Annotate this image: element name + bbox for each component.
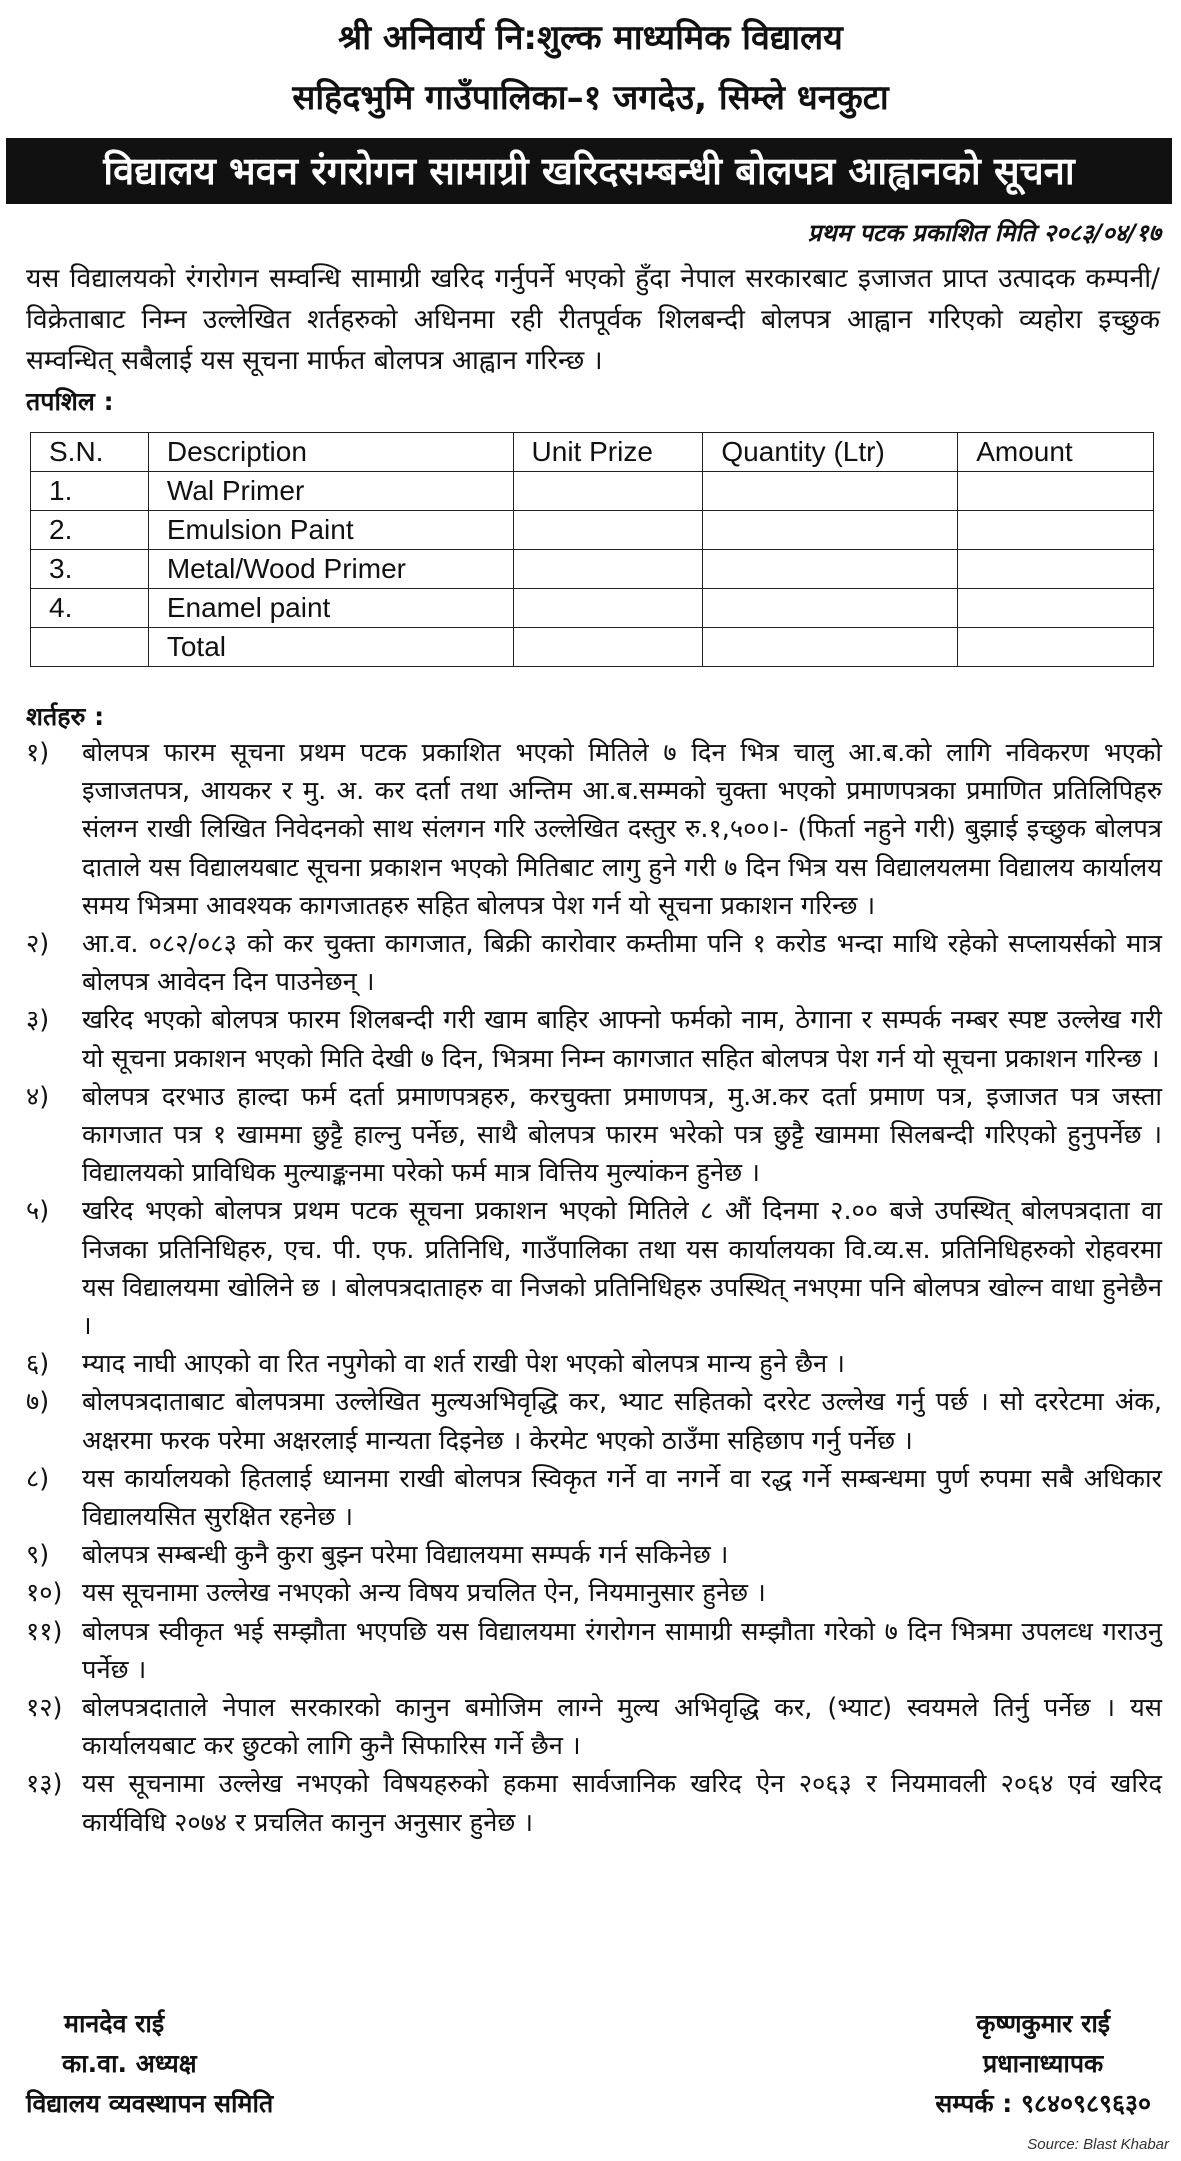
cell-unit-prize: [513, 511, 703, 550]
condition-item: [26, 1574, 1162, 1612]
condition-text: यस सूचनामा उल्लेख नभएको विषयहरुको हकमा सार्वजानिक खरिद ऐन २०६३ र नियमावली २०६४ एवं खरिद कार्यविधि २०७४ र प्रचलित कानुन अनुसार हुनेछ ।: [82, 1769, 1162, 1838]
cell-amount: [958, 550, 1154, 589]
condition-item: [26, 1001, 1162, 1077]
cell-sn: 4.: [31, 589, 149, 628]
cell-amount: [958, 511, 1154, 550]
condition-number: ८): [26, 1463, 50, 1494]
condition-item: [26, 1383, 1162, 1459]
cell-amount: [958, 472, 1154, 511]
condition-text: बोलपत्रदाताले नेपाल सरकारको कानुन बमोजिम लाग्ने मुल्य अभिवृद्धि कर, (भ्याट) स्वयमले तिर्नु पर्नेछ । यस कार्यालयबाट कर छुटको लागि कुनै सिफारिस गर्ने छैन ।: [82, 1693, 1162, 1762]
cell-sn: [31, 628, 149, 667]
signatory-organization: विद्यालय व्यवस्थापन समिति: [26, 2089, 274, 2118]
table-total-row: [31, 628, 1154, 667]
header-quantity: Quantity (Ltr): [703, 433, 958, 472]
condition-text: बोलपत्र स्वीकृत भई सम्झौता भएपछि यस विद्यालयमा रंगरोगन सामाग्री सम्झौता गरेको ७ दिन भित्रमा उपलव्ध गराउनु पर्नेछ ।: [82, 1616, 1162, 1685]
condition-number: ९): [26, 1540, 50, 1571]
table-row: [31, 511, 1154, 550]
cell-unit-prize: [513, 550, 703, 589]
cell-unit-prize: [513, 589, 703, 628]
condition-number: १): [26, 738, 50, 768]
condition-text: यस सूचनामा उल्लेख नभएको अन्य विषय प्रचलित ऐन, नियमानुसार हुनेछ ।: [82, 1578, 766, 1609]
header-unit-prize: Unit Prize: [513, 433, 703, 472]
condition-text: बोलपत्र सम्बन्धी कुनै कुरा बुझ्न परेमा विद्यालयमा सम्पर्क गर्न सकिनेछ ।: [82, 1540, 729, 1571]
items-table: [30, 432, 1154, 667]
cell-description: Emulsion Paint: [148, 511, 513, 550]
condition-number: १०): [26, 1578, 63, 1609]
cell-quantity: [703, 589, 958, 628]
condition-number: १२): [26, 1693, 63, 1724]
condition-item: [26, 1460, 1162, 1536]
condition-number: ७): [26, 1387, 50, 1418]
contact-number: सम्पर्क : ९८४०९८९६३०: [935, 2089, 1151, 2118]
details-label: तपशिल :: [26, 387, 114, 416]
cell-description: Enamel paint: [148, 589, 513, 628]
cell-amount: [958, 589, 1154, 628]
condition-text: यस कार्यालयको हितलाई ध्यानमा राखी बोलपत्र स्विकृत गर्ने वा नगर्ने वा रद्ध गर्ने सम्बन्धमा पुर्ण रुपमा सबै अधिकार विद्यालयसित सुरक्षित रहनेछ ।: [82, 1463, 1162, 1533]
condition-item: [26, 1536, 1162, 1574]
cell-quantity: [703, 550, 958, 589]
signatory-position: का.वा. अध्यक्ष: [62, 2049, 197, 2078]
table-row: [31, 589, 1154, 628]
intro-paragraph: यस विद्यालयको रंगरोगन सम्वन्धि सामाग्री खरिद गर्नुपर्ने भएको हुँदा नेपाल सरकारबाट इजाजत प्राप्त उत्पादक कम्पनी/विक्रेताबाट निम्न उल्लेखित शर्तहरुको अधिनमा रही रीतपूर्वक शिलबन्दी बोलपत्र आह्वान गरिएको व्यहोरा इच्छुक सम्वन्धित् सबैलाई यस सूचना मार्फत बोलपत्र आह्वान गरिन्छ ।: [26, 263, 1160, 376]
condition-number: २): [26, 929, 50, 960]
condition-item: [26, 1689, 1162, 1765]
signatory-name: कृष्णकुमार राई: [976, 2009, 1111, 2038]
condition-number: ११): [26, 1616, 63, 1647]
condition-number: ६): [26, 1349, 50, 1380]
header-sn: S.N.: [31, 433, 149, 472]
condition-text: बोलपत्र फारम सूचना प्रथम पटक प्रकाशित भएको मितिले ७ दिन भित्र चालु आ.ब.को लागि नविकरण भएको इजाजतपत्र, आयकर र मु. अ. कर दर्ता तथा अन्तिम आ.ब.सम्मको चुक्ता भएको प्रमाणपत्रका प्रमाणित प्रतिलिपिहरु संलग्न राखी लिखित निवेदनको साथ संलगन गरि उल्लेखित दस्तुर रु.१,५००।- (फिर्ता नहुने गरी) बुझाई इच्छुक बोलपत्र दाताले यस विद्यालयबाट सूचना प्रकाशन भएको मितिबाट लागु हुने गरी ७ दिन भित्र यस विद्यालयलमा विद्यालय कार्यालय समय भित्रमा आवश्यक कागजातहरु सहित बोलपत्र पेश गर्न यो सूचना प्रकाशन गरिन्छ ।: [82, 738, 1162, 921]
condition-text: खरिद भएको बोलपत्र फारम शिलबन्दी गरी खाम बाहिर आफ्नो फर्मको नाम, ठेगाना र सम्पर्क नम्बर स्पष्ट उल्लेख गरी यो सूचना प्रकाशन भएको मिति देखी ७ दिन, भित्रमा निम्न कागजात सहित बोलपत्र पेश गर्न यो सूचना प्रकाशन गरिन्छ ।: [82, 1005, 1162, 1074]
conditions-label: शर्तहरु :: [26, 702, 105, 731]
condition-item: [26, 1078, 1162, 1193]
cell-unit-prize: [513, 472, 703, 511]
condition-text: बोलपत्र दरभाउ हाल्दा फर्म दर्ता प्रमाणपत्रहरु, करचुक्ता प्रमाणपत्र, मु.अ.कर दर्ता प्रमाण पत्र, इजाजत पत्र जस्ता कागजात पत्र १ खाममा छुट्टै हाल्नु पर्नेछ, साथै बोलपत्र फारम भरेको पत्र छुट्टै खाममा सिलबन्दी गरिएको हुनुपर्नेछ । विद्यालयको प्राविधिक मुल्याङ्कनमा परेको फर्म मात्र वित्तिय मुल्यांकन हुनेछ ।: [82, 1081, 1162, 1189]
condition-number: १३): [26, 1769, 63, 1800]
signature-block-left: [26, 2004, 273, 2124]
cell-sn: 3.: [31, 550, 149, 589]
signatory-position: प्रधानाध्यापक: [983, 2049, 1104, 2078]
cell-description: Wal Primer: [148, 472, 513, 511]
condition-number: ४): [26, 1081, 50, 1112]
cell-quantity: [703, 511, 958, 550]
cell-amount: [958, 628, 1154, 667]
table-header-row: [31, 433, 1154, 472]
condition-text: बोलपत्रदाताबाट बोलपत्रमा उल्लेखित मुल्यअभिवृद्धि कर, भ्याट सहितको दररेट उल्लेख गर्नु पर्छ । सो दररेटमा अंक, अक्षरमा फरक परेमा अक्षरलाई मान्यता दिइनेछ । केरमेट भएको ठाउँमा सहिछाप गर्नु पर्नेछ ।: [82, 1387, 1162, 1456]
condition-item: [26, 925, 1162, 1001]
condition-item: [26, 1192, 1162, 1345]
school-name: श्री अनिवार्य नि:शुल्क माध्यमिक विद्यालय: [338, 18, 843, 58]
condition-item: [26, 734, 1162, 925]
table-row: [31, 550, 1154, 589]
conditions-list: [26, 734, 1162, 1842]
condition-item: [26, 1765, 1162, 1841]
cell-description: Metal/Wood Primer: [148, 550, 513, 589]
signatory-name: मानदेव राई: [64, 2009, 165, 2038]
header-description: Description: [148, 433, 513, 472]
condition-item: [26, 1345, 1162, 1383]
cell-quantity: [703, 472, 958, 511]
school-address: सहिदभुमि गाउँपालिका–१ जगदेउ, सिम्ले धनकुटा: [292, 78, 889, 118]
published-date: प्रथम पटक प्रकाशित मिति २०८३/०४/१७: [807, 219, 1161, 247]
condition-text: खरिद भएको बोलपत्र प्रथम पटक सूचना प्रकाशन भएको मितिले ८ औं दिनमा २.०० बजे उपस्थित् बोलपत्रदाता वा निजका प्रतिनिधिहरु, एच. पी. एफ. प्रतिनिधि, गाउँपालिका तथा यस कार्यालयका वि.व्य.स. प्रतिनिधिहरुको रोहवरमा यस विद्यालयमा खोलिने छ । बोलपत्रदाताहरु वा निजको प्रतिनिधिहरु उपस्थित् नभएमा पनि बोलपत्र खोल्न वाधा हुनेछैन ।: [82, 1196, 1162, 1342]
condition-number: ५): [26, 1196, 50, 1227]
cell-quantity: [703, 628, 958, 667]
cell-total-label: Total: [148, 628, 513, 667]
source-credit: Source: Blast Khabar: [1027, 2136, 1169, 2153]
table-row: [31, 472, 1154, 511]
condition-text: म्याद नाघी आएको वा रित नपुगेको वा शर्त राखी पेश भएको बोलपत्र मान्य हुने छैन ।: [82, 1349, 845, 1380]
header-amount: Amount: [958, 433, 1154, 472]
condition-item: [26, 1613, 1162, 1689]
cell-sn: 2.: [31, 511, 149, 550]
cell-unit-prize: [513, 628, 703, 667]
notice-title: विद्यालय भवन रंगरोगन सामाग्री खरिदसम्बन्धी बोलपत्र आह्वानको सूचना: [6, 138, 1172, 204]
signature-block-right: [935, 2004, 1151, 2124]
condition-number: ३): [26, 1005, 50, 1036]
condition-text: आ.व. ०८२/०८३ को कर चुक्ता कागजात, बिक्री कारोवार कम्तीमा पनि १ करोड भन्दा माथि रहेको सप्लायर्सको मात्र बोलपत्र आवेदन दिन पाउनेछन् ।: [82, 929, 1162, 998]
cell-sn: 1.: [31, 472, 149, 511]
